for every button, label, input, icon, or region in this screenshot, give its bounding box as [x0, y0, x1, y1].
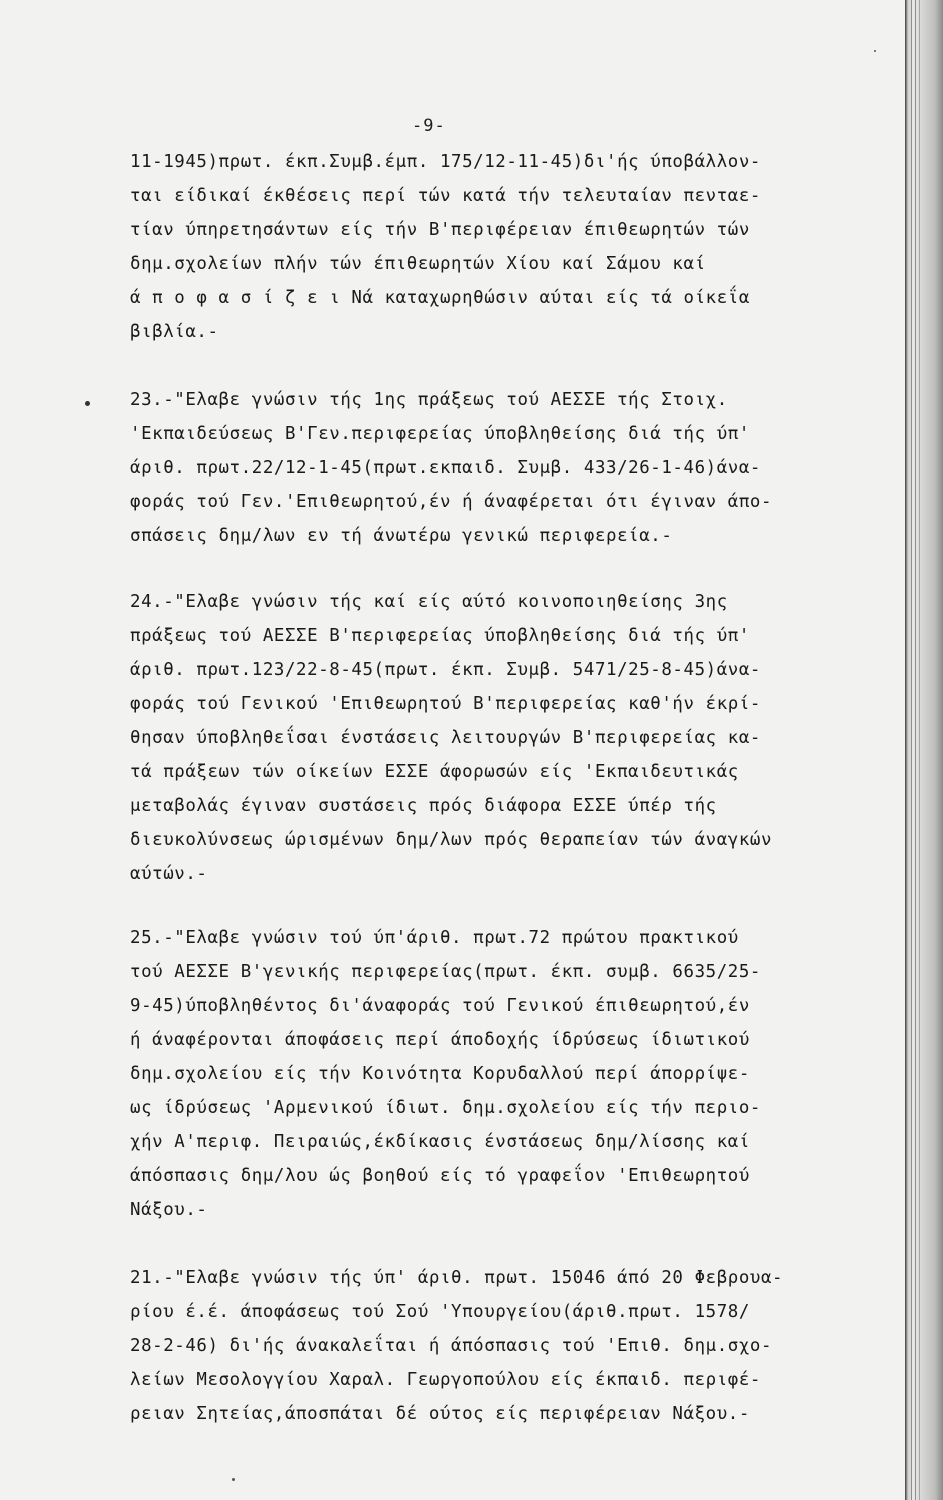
- paragraph-5-line-5: ρειαν Σητείας,άποσπάται δέ ούτος είς περιφέρειαν Νάξου.-: [130, 1404, 750, 1424]
- paragraph-5-line-4: λείων Μεσολογγίου Χαραλ. Γεωργοπούλου είς έκπαιδ. περιφέ-: [130, 1370, 761, 1390]
- paragraph-2-line-2: 'Εκπαιδεύσεως Β'Γεν.περιφερείας ύποβληθείσης διά τής ύπ': [130, 424, 750, 444]
- paragraph-3-line-1: 24.-"Ελαβε γνώσιν τής καί είς αύτό κοινοποιηθείσης 3ης: [130, 592, 728, 612]
- paragraph-1-line-6: βιβλία.-: [130, 322, 219, 342]
- paragraph-2-line-1: 23.-"Ελαβε γνώσιν τής 1ης πράξεως τού ΑΕΣΣΕ τής Στοιχ.: [130, 390, 728, 410]
- paragraph-3-line-9: αύτών.-: [130, 864, 208, 884]
- paragraph-1-line-2: ται είδικαί έκθέσεις περί τών κατά τήν τελευταίαν πενταε-: [130, 186, 761, 206]
- page-number: -9-: [412, 116, 446, 136]
- paragraph-4-line-3: 9-45)ύποβληθέντος δι'άναφοράς τού Γενικού έπιθεωρητού,έν: [130, 996, 750, 1016]
- ink-speck: [874, 50, 876, 52]
- paragraph-4-line-1: 25.-"Ελαβε γνώσιν τού ύπ'άριθ. πρωτ.72 πρώτου πρακτικού: [130, 928, 739, 948]
- paragraph-4-line-9: Νάξου.-: [130, 1200, 208, 1220]
- margin-dot: [85, 401, 90, 406]
- bleed-through-page-number: [380, 114, 392, 135]
- paragraph-4-line-2: τού ΑΕΣΣΕ Β'γενικής περιφερείας(πρωτ. έκπ. συμβ. 6635/25-: [130, 962, 761, 982]
- paragraph-4-line-7: χήν Α'περιφ. Πειραιώς,έκδίκασις ένστάσεως δημ/λίσσης καί: [130, 1132, 750, 1152]
- book-binding-edge: [905, 0, 943, 1500]
- paragraph-2-line-4: φοράς τού Γεν.'Επιθεωρητού,έν ή άναφέρεται ότι έγιναν άπο-: [130, 492, 773, 512]
- ink-speck: [232, 1478, 235, 1481]
- paragraph-5-line-3: 28-2-46) δι'ής άνακαλεΐται ή άπόσπασις τού 'Επιθ. δημ.σχο-: [130, 1336, 773, 1356]
- paragraph-5-line-2: ρίου έ.έ. άποφάσεως τού Σού 'Υπουργείου(άριθ.πρωτ. 1578/: [130, 1302, 750, 1322]
- paragraph-2-line-3: άριθ. πρωτ.22/12-1-45(πρωτ.εκπαιδ. Συμβ. 433/26-1-46)άνα-: [130, 458, 761, 478]
- paragraph-1-line-3: τίαν ύπηρετησάντων είς τήν Β'περιφέρειαν έπιθεωρητών τών: [130, 220, 750, 240]
- paragraph-1-line-1: 11-1945)πρωτ. έκπ.Συμβ.έμπ. 175/12-11-45)δι'ής ύποβάλλον-: [130, 152, 761, 172]
- paragraph-4-line-4: ή άναφέρονται άποφάσεις περί άποδοχής ίδρύσεως ίδιωτικού: [130, 1030, 750, 1050]
- paragraph-2-line-5: σπάσεις δημ/λων εν τή άνωτέρω γενικώ περιφερεία.-: [130, 526, 673, 546]
- paragraph-3-line-4: φοράς τού Γενικού 'Επιθεωρητού Β'περιφερείας καθ'ήν έκρί-: [130, 694, 761, 714]
- paragraph-3-line-6: τά πράξεων τών οίκείων ΕΣΣΕ άφορωσών είς 'Εκπαιδευτικάς: [130, 762, 739, 782]
- paragraph-1-line-4: δημ.σχολείων πλήν τών έπιθεωρητών Χίου καί Σάμου καί: [130, 254, 706, 274]
- paragraph-3-line-2: πράξεως τού ΑΕΣΣΕ Β'περιφερείας ύποβληθείσης διά τής ύπ': [130, 626, 750, 646]
- paragraph-3-line-3: άριθ. πρωτ.123/22-8-45(πρωτ. έκπ. Συμβ. 5471/25-8-45)άνα-: [130, 660, 761, 680]
- paragraph-5-line-1: 21.-"Ελαβε γνώσιν τής ύπ' άριθ. πρωτ. 15046 άπό 20 Φεβρουα-: [130, 1268, 784, 1288]
- paragraph-3-line-5: θησαν ύποβληθεΐσαι ένστάσεις λειτουργών Β'περιφερείας κα-: [130, 728, 761, 748]
- paragraph-4-line-8: άπόσπασις δημ/λου ώς βοηθού είς τό γραφεΐον 'Επιθεωρητού: [130, 1166, 750, 1186]
- paragraph-3-line-8: διευκολύνσεως ώρισμένων δημ/λων πρός θεραπείαν τών άναγκών: [130, 830, 773, 850]
- paragraph-3-line-7: μεταβολάς έγιναν συστάσεις πρός διάφορα ΕΣΣΕ ύπέρ τής: [130, 796, 717, 816]
- paragraph-4-line-6: ως ίδρύσεως 'Αρμενικού ίδιωτ. δημ.σχολείου είς τήν περιο-: [130, 1098, 761, 1118]
- paragraph-4-line-5: δημ.σχολείου είς τήν Κοινότητα Κορυδαλλού περί άπορρίψε-: [130, 1064, 750, 1084]
- paragraph-1-line-5: ά π ο φ α σ ί ζ ε ι Νά καταχωρηθώσιν αύται είς τά οίκεΐα: [130, 288, 750, 308]
